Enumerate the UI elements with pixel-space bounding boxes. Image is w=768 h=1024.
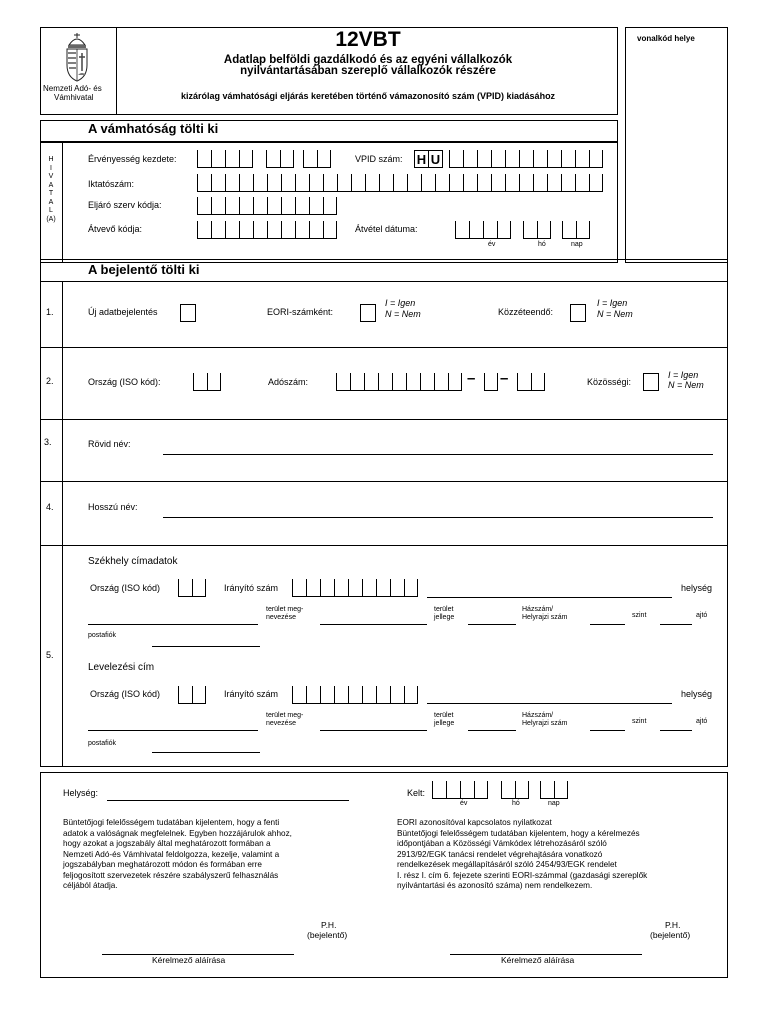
row1-number: 1. [46, 307, 54, 317]
mail-area-type-input[interactable] [320, 730, 427, 731]
short-name-label: Rövid név: [88, 439, 131, 449]
community-checkbox[interactable] [643, 373, 659, 391]
seat-door-input[interactable] [660, 624, 692, 625]
eori-label: EORI-számként: [267, 307, 334, 317]
publish-no-legend: N = Nem [597, 309, 633, 319]
seat-area-name-caption-2: nevezése [266, 614, 296, 621]
mail-house-caption-1: Házszám/ [522, 712, 554, 719]
dated-month-caption: hó [512, 800, 520, 807]
stamp-right: P.H. [665, 920, 681, 930]
new-data-label: Új adatbejelentés [88, 307, 158, 317]
dated-label: Kelt: [407, 788, 426, 798]
form-code: 12VBT [335, 28, 401, 51]
seat-house-number-input[interactable] [468, 624, 516, 625]
validity-start-label: Érvényesség kezdete: [88, 154, 177, 164]
mail-street-input[interactable] [88, 730, 258, 731]
seat-pobox-input[interactable] [152, 646, 260, 647]
form-title-line1: Adatlap belföldi gazdálkodó és az egyéni vállalkozók [223, 54, 513, 66]
mail-floor-input[interactable] [590, 730, 625, 731]
tax-number-label: Adószám: [268, 377, 309, 387]
validity-start-day-input[interactable] [303, 150, 331, 168]
coat-of-arms-icon [60, 31, 94, 83]
office-section-title: A vámhatóság tölti ki [88, 121, 219, 136]
mail-country-input[interactable] [178, 686, 206, 704]
dated-year-caption: év [460, 800, 468, 807]
seat-door-caption: ajtó [696, 612, 708, 619]
receipt-date-year-input[interactable] [455, 221, 511, 239]
tax-number-dash-2: – [500, 370, 509, 387]
dated-month-input[interactable] [501, 781, 529, 799]
community-yes-legend: I = Igen [668, 370, 699, 380]
place-input[interactable] [107, 800, 349, 801]
publish-yes-legend: I = Igen [597, 298, 628, 308]
mail-area-type-caption-2: jellege [434, 720, 455, 727]
mail-zip-label: Irányító szám [224, 689, 279, 699]
receiver-code-input[interactable] [197, 221, 337, 239]
receipt-date-month-input[interactable] [523, 221, 551, 239]
agency-name-line2: Vámhivatal [54, 93, 94, 102]
tax-number-main-input[interactable] [336, 373, 462, 391]
signature-caption-left: Kérelmező aláírása [152, 955, 226, 965]
seat-area-type-caption-1: terület [434, 606, 454, 613]
tax-number-vat-input[interactable] [484, 373, 498, 391]
community-no-legend: N = Nem [668, 380, 704, 390]
mail-door-caption: ajtó [696, 718, 708, 725]
stamp-right-sub: (bejelentő) [650, 930, 691, 940]
seat-area-type-input[interactable] [320, 624, 427, 625]
seat-area-name-caption-1: terület meg- [266, 606, 304, 613]
community-label: Közösségi: [587, 377, 632, 387]
mail-zip-input[interactable] [292, 686, 418, 704]
long-name-label: Hosszú név: [88, 502, 138, 512]
seat-house-caption-2: Helyrajzi szám [522, 614, 568, 621]
country-iso-input[interactable] [193, 373, 221, 391]
seat-city-input[interactable] [427, 597, 672, 598]
registry-number-label: Iktatószám: [88, 179, 135, 189]
dated-day-caption: nap [548, 800, 560, 807]
validity-start-year-input[interactable] [197, 150, 253, 168]
row5-number: 5. [46, 650, 54, 660]
row4-number: 4. [46, 502, 54, 512]
country-iso-label: Ország (ISO kód): [88, 377, 161, 387]
office-side-label: H I V A T A L (A) [46, 156, 56, 223]
stamp-left: P.H. [321, 920, 337, 930]
mail-area-name-caption-2: nevezése [266, 720, 296, 727]
procedure-office-code-input[interactable] [197, 197, 337, 215]
row3-number: 3. [44, 437, 52, 447]
seat-house-caption-1: Házszám/ [522, 606, 554, 613]
mail-house-number-input[interactable] [468, 730, 516, 731]
seat-country-label: Ország (ISO kód) [90, 583, 161, 593]
short-name-input[interactable] [163, 454, 713, 455]
vpid-prefix: H U [414, 150, 443, 169]
vpid-input[interactable] [449, 150, 603, 168]
receipt-month-caption: hó [538, 241, 546, 248]
eori-checkbox[interactable] [360, 304, 376, 322]
mail-pobox-caption: postafiók [88, 740, 117, 747]
receipt-year-caption: év [488, 241, 496, 248]
seat-area-type-caption-2: jellege [434, 614, 455, 621]
seat-zip-input[interactable] [292, 579, 418, 597]
vpid-label: VPID szám: [355, 154, 403, 164]
seat-floor-caption: szint [632, 612, 647, 619]
receipt-day-caption: nap [571, 241, 583, 248]
seat-street-input[interactable] [88, 624, 258, 625]
mail-pobox-input[interactable] [152, 752, 260, 753]
stamp-left-sub: (bejelentő) [307, 930, 348, 940]
declaration-left: Büntetőjogi felelősségem tudatában kijelentem, hogy a fenti adatok a valóságnak megfelelnek. Egyben hozzájárulok ahhoz, hogy azokat a jogszabály által meghatározott formában a Nemzeti Adó-és Vámhivatal feldolgozza, kezelje, valamint a jogszabályban meghatározott módon és formában erre feljogosított szervezetek részére szabályszerű felhasználás céljából átadja. [63, 818, 292, 890]
mail-area-type-caption-1: terület [434, 712, 454, 719]
seat-zip-label: Irányító szám [224, 583, 279, 593]
mail-house-caption-2: Helyrajzi szám [522, 720, 568, 727]
tax-number-dash-1: – [467, 370, 476, 387]
eori-no-legend: N = Nem [385, 309, 421, 319]
receipt-date-day-input[interactable] [562, 221, 590, 239]
agency-name-line1: Nemzeti Adó- és [43, 84, 102, 93]
barcode-label: vonalkód helye [637, 34, 695, 43]
dated-day-input[interactable] [540, 781, 568, 799]
seat-address-title: Székhely címadatok [88, 556, 178, 567]
mail-city-input[interactable] [427, 703, 672, 704]
form-title-line2: nyilvántartásában szereplő vállalkozók részére [240, 65, 496, 77]
seat-pobox-caption: postafiók [88, 632, 117, 639]
seat-country-input[interactable] [178, 579, 206, 597]
mail-area-name-caption-1: terület meg- [266, 712, 304, 719]
mail-address-title: Levelezési cím [88, 662, 155, 673]
dated-year-input[interactable] [432, 781, 488, 799]
seat-city-label: helység [681, 583, 713, 593]
tax-number-county-input[interactable] [517, 373, 545, 391]
signature-caption-right: Kérelmező aláírása [501, 955, 575, 965]
mail-city-label: helység [681, 689, 713, 699]
seat-floor-input[interactable] [590, 624, 625, 625]
place-label: Helység: [63, 788, 99, 798]
mail-country-label: Ország (ISO kód) [90, 689, 161, 699]
mail-door-input[interactable] [660, 730, 692, 731]
publish-label: Közzéteendő: [498, 307, 554, 317]
row2-number: 2. [46, 376, 54, 386]
validity-start-month-input[interactable] [266, 150, 294, 168]
declaration-eori: EORI azonosítóval kapcsolatos nyilatkozat Büntetőjogi felelősségem tudatában kijelentem, hogy a kérelmezés időpontjában a Közösségi Vámkódex létrehozásáról szóló 2913/92/EGK tanácsi rendelet végrehajtására vonatkozó rendelkezések megállapításáról szóló 2454/93/EGK rendelet I. rész I. cím 6. fejezete szerinti EORI-számmal (gazdasági szereplők nyilvántartási és azonosító száma) nem rendelkezem. [397, 818, 648, 890]
receipt-date-label: Átvétel dátuma: [355, 224, 418, 234]
applicant-section-title: A bejelentő tölti ki [88, 262, 200, 277]
long-name-input[interactable] [163, 517, 713, 518]
receiver-code-label: Átvevő kódja: [88, 224, 143, 234]
form-subtitle: kizárólag vámhatósági eljárás keretében történő vámazonosító szám (VPID) kiadásához [180, 91, 556, 101]
mail-floor-caption: szint [632, 718, 647, 725]
new-data-checkbox[interactable] [180, 304, 196, 322]
registry-number-input[interactable] [197, 174, 603, 192]
barcode-box [625, 27, 728, 263]
procedure-office-code-label: Eljáró szerv kódja: [88, 200, 162, 210]
publish-checkbox[interactable] [570, 304, 586, 322]
eori-yes-legend: I = Igen [385, 298, 416, 308]
